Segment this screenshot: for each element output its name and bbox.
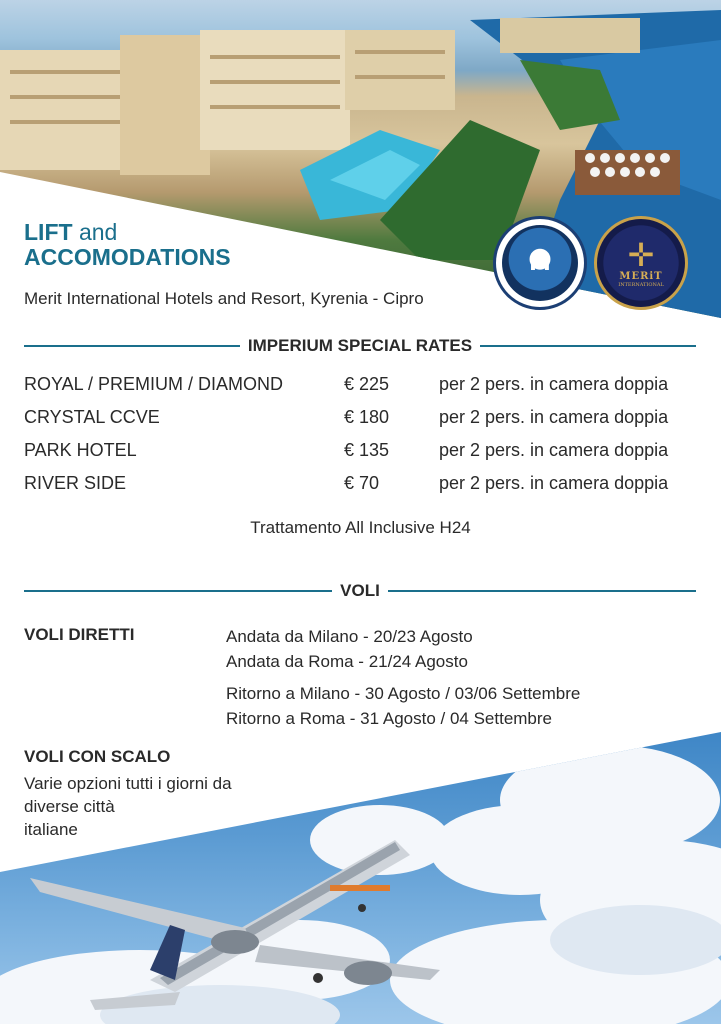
stopover-flights-label: VOLI CON SCALO [24,747,171,766]
flights-heading: VOLI [24,580,696,602]
divider [24,590,332,592]
rates-table [24,374,704,506]
rate-row: CRYSTAL CCVE € 180 per 2 pers. in camera doppia [24,407,669,427]
rate-row: ROYAL / PREMIUM / DIAMOND € 225 per 2 pers. in camera doppia [24,374,669,394]
page-title: LIFT and ACCOMODATIONS [24,219,231,270]
treatment-note: Trattamento All Inclusive H24 [250,518,471,537]
merit-international-logo: ✛ MERiT INTERNATIONAL [594,216,688,310]
direct-flights-outbound: Andata da Milano - 20/23 Agosto Andata da Roma - 21/24 Agosto [226,627,473,671]
star-icon: ✛ [627,235,655,274]
rate-row: PARK HOTEL € 135 per 2 pers. in camera doppia [24,440,669,460]
direct-flights-return: Ritorno a Milano - 30 Agosto / 03/06 Settembre Ritorno a Roma - 31 Agosto / 04 Settembre [226,684,581,728]
divider [24,345,240,347]
rate-row: RIVER SIDE € 70 per 2 pers. in camera doppia [24,473,669,493]
divider [388,590,696,592]
merit-poker-logo: M [493,216,587,310]
direct-flights-label: VOLI DIRETTI [24,625,135,644]
divider [480,345,696,347]
hotel-subtitle: Merit International Hotels and Resort, Kyrenia - Cipro [24,289,424,308]
stopover-flights-text: Varie opzioni tutti i giorni da diverse città italiane [24,774,232,839]
rates-heading: IMPERIUM SPECIAL RATES [24,335,696,357]
